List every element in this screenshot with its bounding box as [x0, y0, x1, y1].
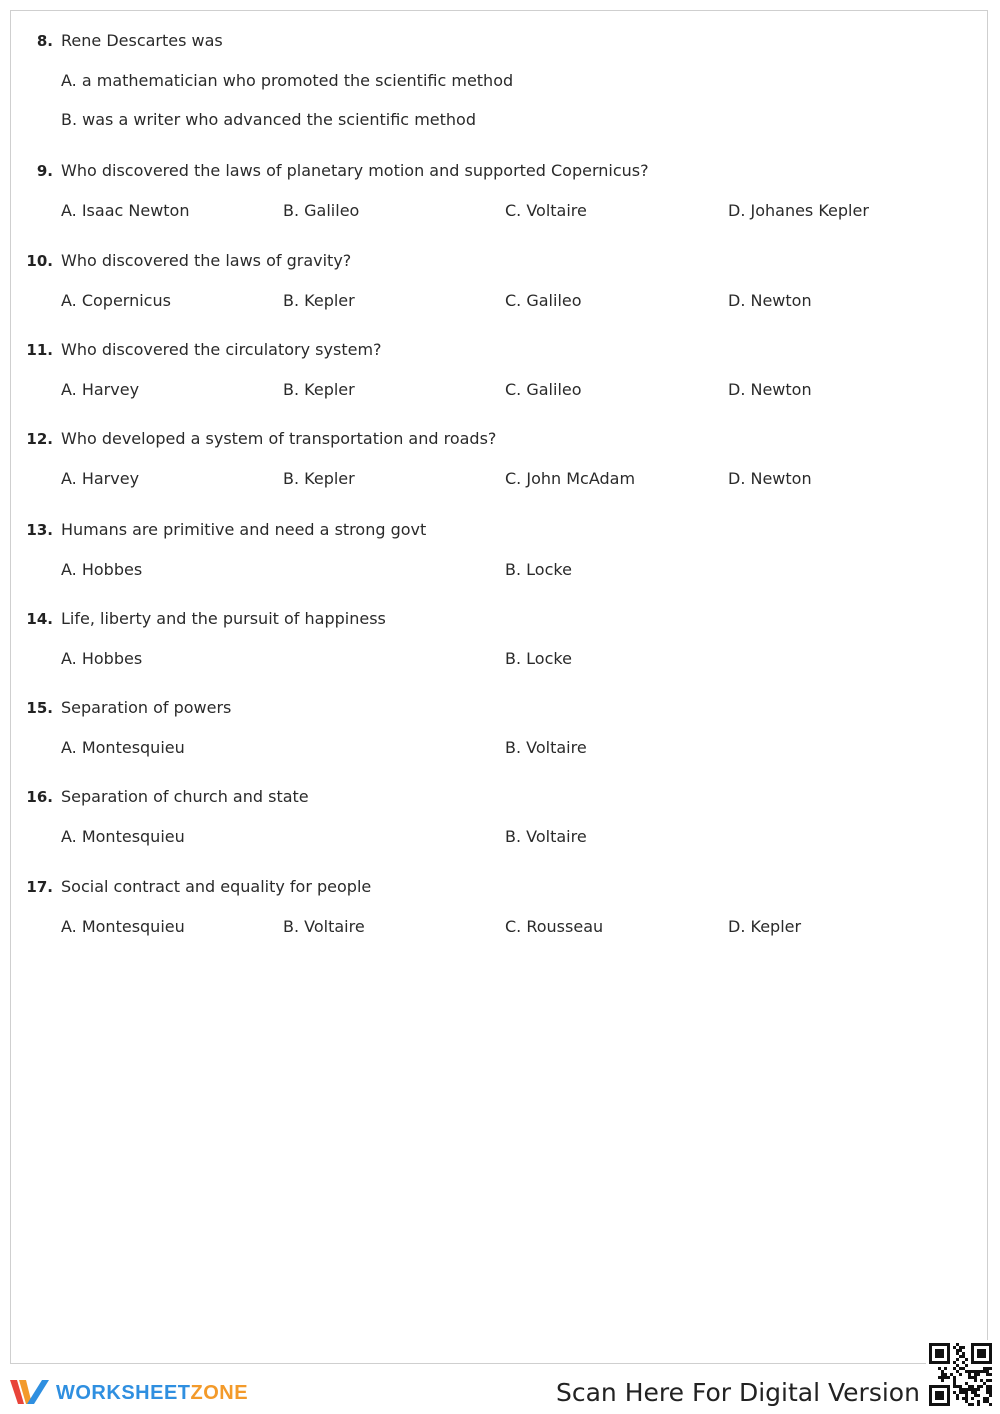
- answer-option[interactable]: A. Montesquieu: [61, 917, 185, 936]
- worksheet-page: [10, 10, 988, 1364]
- answer-option[interactable]: A. Copernicus: [61, 291, 171, 310]
- answer-option[interactable]: D. Newton: [728, 291, 812, 310]
- answer-option[interactable]: B. Kepler: [283, 291, 355, 310]
- question-number: 9.: [36, 162, 53, 180]
- answer-option[interactable]: D. Kepler: [728, 917, 802, 936]
- answer-option[interactable]: B. Voltaire: [505, 738, 587, 757]
- answer-option[interactable]: C. Voltaire: [505, 201, 587, 220]
- scan-here-label: Scan Here For Digital Version: [556, 1378, 920, 1407]
- answer-option[interactable]: A. Hobbes: [61, 560, 143, 579]
- answer-option[interactable]: A. Harvey: [61, 469, 140, 488]
- question-text: Who developed a system of transportation and roads?: [61, 429, 497, 448]
- question-number: 12.: [26, 430, 53, 448]
- answer-option[interactable]: A. Montesquieu: [61, 738, 185, 757]
- question-text: Social contract and equality for people: [61, 877, 372, 896]
- brand-name: [56, 1382, 248, 1405]
- footer: [0, 1366, 1000, 1414]
- answer-option[interactable]: B. was a writer who advanced the scientific method: [61, 110, 476, 129]
- question-text: Who discovered the laws of planetary motion and supported Copernicus?: [61, 161, 649, 180]
- answer-option[interactable]: D. Johanes Kepler: [728, 201, 869, 220]
- answer-option[interactable]: D. Newton: [728, 380, 812, 399]
- answer-option[interactable]: B. Galileo: [283, 201, 360, 220]
- answer-option[interactable]: D. Newton: [728, 469, 812, 488]
- answer-option[interactable]: B. Locke: [505, 649, 572, 668]
- answer-option[interactable]: A. Isaac Newton: [61, 201, 190, 220]
- answer-option[interactable]: B. Voltaire: [283, 917, 365, 936]
- answer-option[interactable]: C. Rousseau: [505, 917, 604, 936]
- question-text: Separation of church and state: [61, 787, 309, 806]
- question-text: Who discovered the laws of gravity?: [61, 251, 352, 270]
- question-number: 8.: [36, 32, 53, 50]
- answer-option[interactable]: C. Galileo: [505, 380, 582, 399]
- answer-option[interactable]: B. Kepler: [283, 469, 355, 488]
- answer-option[interactable]: A. a mathematician who promoted the scientific method: [61, 71, 514, 90]
- answer-option[interactable]: A. Hobbes: [61, 649, 143, 668]
- question-text: Life, liberty and the pursuit of happiness: [61, 609, 386, 628]
- question-number: 17.: [26, 878, 53, 896]
- brand-name-part1: WORKSHEET: [56, 1381, 191, 1404]
- answer-option[interactable]: B. Locke: [505, 560, 572, 579]
- answer-option[interactable]: A. Montesquieu: [61, 827, 185, 846]
- qr-code-icon[interactable]: [926, 1340, 996, 1410]
- answer-option[interactable]: A. Harvey: [61, 380, 140, 399]
- question-number: 15.: [26, 699, 53, 717]
- brand-logo[interactable]: [10, 1376, 248, 1410]
- question-number: 16.: [26, 788, 53, 806]
- question-number: 14.: [26, 610, 53, 628]
- brand-name-part2: ZONE: [190, 1381, 249, 1404]
- question-text: Who discovered the circulatory system?: [61, 340, 382, 359]
- question-text: Humans are primitive and need a strong govt: [61, 520, 427, 539]
- answer-option[interactable]: B. Voltaire: [505, 827, 587, 846]
- question-text: Separation of powers: [61, 698, 232, 717]
- answer-option[interactable]: B. Kepler: [283, 380, 355, 399]
- question-number: 11.: [26, 341, 53, 359]
- answer-option[interactable]: C. John McAdam: [505, 469, 636, 488]
- question-number: 13.: [26, 521, 53, 539]
- question-number: 10.: [26, 252, 53, 270]
- answer-option[interactable]: C. Galileo: [505, 291, 582, 310]
- worksheetzone-logo-icon: [10, 1378, 50, 1408]
- question-text: Rene Descartes was: [61, 31, 223, 50]
